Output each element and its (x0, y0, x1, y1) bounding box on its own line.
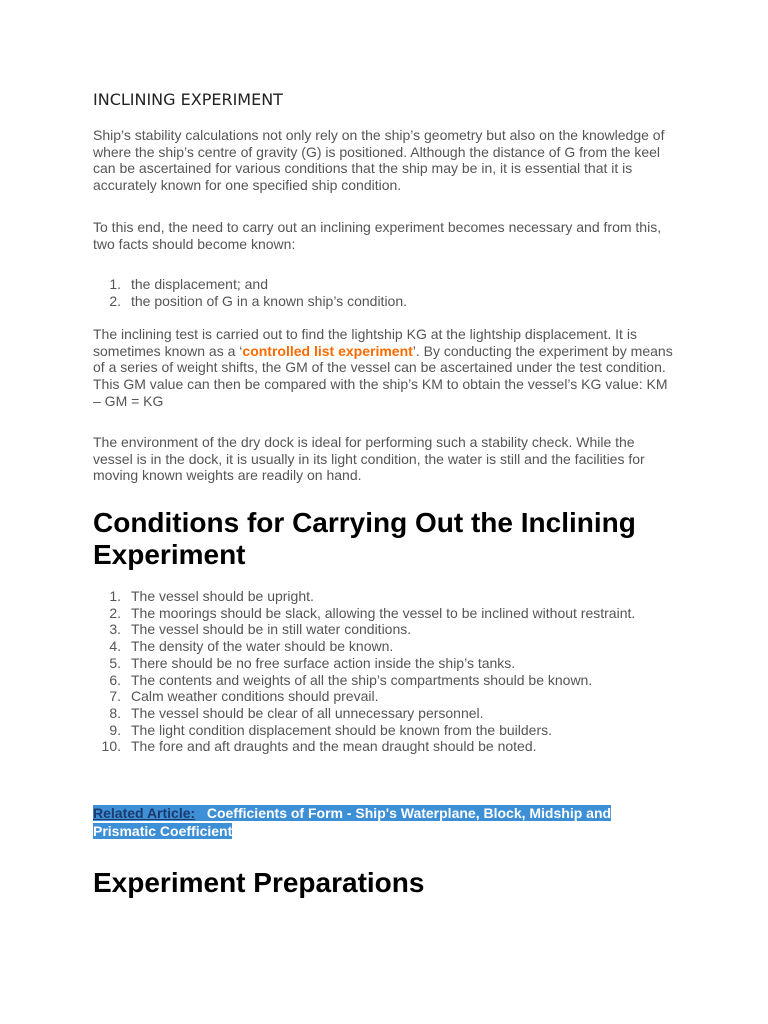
related-article-label[interactable]: Related Article: (93, 805, 196, 821)
list-item (93, 621, 673, 638)
list-item (93, 655, 673, 672)
facts-list (93, 276, 673, 309)
list-item-text: The vessel should be upright. (131, 588, 314, 604)
list-item-text: the displacement; and (131, 276, 268, 292)
list-item (93, 638, 673, 655)
list-item-text: The light condition displacement should be known from the builders. (131, 721, 553, 738)
document-title: INCLINING EXPERIMENT (93, 90, 283, 109)
list-number: 8. (109, 704, 121, 721)
list-number: 5. (109, 654, 121, 671)
related-article-link[interactable]: Coefficients of Form - Ship's Waterplane, Block, Midship and Prismatic Coefficient (93, 805, 612, 839)
list-item (93, 276, 673, 293)
list-item-text: The density of the water should be known. (131, 638, 394, 655)
related-article (93, 805, 673, 840)
list-item-text: the position of G in a known ship’s condition. (131, 292, 408, 309)
list-item (93, 738, 673, 755)
list-item-text: Calm weather conditions should prevail. (131, 688, 379, 705)
list-number: 9. (109, 721, 121, 738)
intro-paragraph: Ship’s stability calculations not only rely on the ship’s geometry but also on the knowledge of where the ship’s centre of gravity (G) is positioned. Although the distance of G from the keel can be ascertained for various conditions that the ship may be in, it is essential that it is accurately known for one specified ship condition. (93, 127, 665, 194)
list-item (93, 605, 673, 622)
list-number: 4. (109, 638, 121, 655)
related-article-highlight (93, 805, 611, 839)
list-item (93, 672, 673, 689)
list-number: 2. (109, 292, 121, 309)
dry-dock-paragraph: The environment of the dry dock is ideal for performing such a stability check. While the vessel is in the dock, it is usually in its light condition, the water is still and the facilities for moving known weights are readily on hand. (93, 434, 645, 484)
list-number: 6. (109, 671, 121, 688)
list-item (93, 722, 673, 739)
list-number: 1. (109, 588, 121, 604)
list-item-text: The fore and aft draughts and the mean draught should be noted. (131, 738, 537, 755)
list-item-text: The contents and weights of all the ship’s compartments should be known. (131, 671, 593, 688)
test-text-after: ’. By conducting the experiment by means of a series of weight shifts, the GM of the vessel can be ascertained under the test condition. This GM value can then be compared with the ship’s KM to obtain the vessel’s KG value: KM – GM = KG (93, 342, 673, 409)
list-number: 10. (101, 738, 121, 755)
conditions-heading: Conditions for Carrying Out the Inclining Experiment (93, 507, 636, 570)
to-this-end-paragraph: To this end, the need to carry out an inclining experiment becomes necessary and from this, two facts should become known: (93, 219, 662, 252)
list-item-text: There should be no free surface action inside the ship’s tanks. (131, 654, 516, 671)
controlled-list-experiment-highlight: controlled list experiment (242, 342, 413, 359)
list-item-text: The vessel should be in still water conditions. (131, 621, 412, 638)
inclining-test-paragraph (93, 326, 673, 410)
list-item (93, 688, 673, 705)
list-number: 2. (109, 604, 121, 621)
list-item (93, 588, 673, 605)
list-item (93, 705, 673, 722)
list-number: 3. (109, 621, 121, 638)
list-item-text: The vessel should be clear of all unnecessary personnel. (131, 704, 484, 721)
list-item (93, 293, 673, 310)
test-text-before: The inclining test is carried out to find the lightship KG at the lightship displacement. It is sometimes known as a ‘ (93, 326, 637, 359)
list-number: 7. (109, 688, 121, 705)
conditions-list (93, 588, 673, 755)
list-item-text: The moorings should be slack, allowing the vessel to be inclined without restraint. (131, 604, 636, 621)
list-number: 1. (109, 276, 121, 292)
preparations-heading: Experiment Preparations (93, 867, 425, 898)
